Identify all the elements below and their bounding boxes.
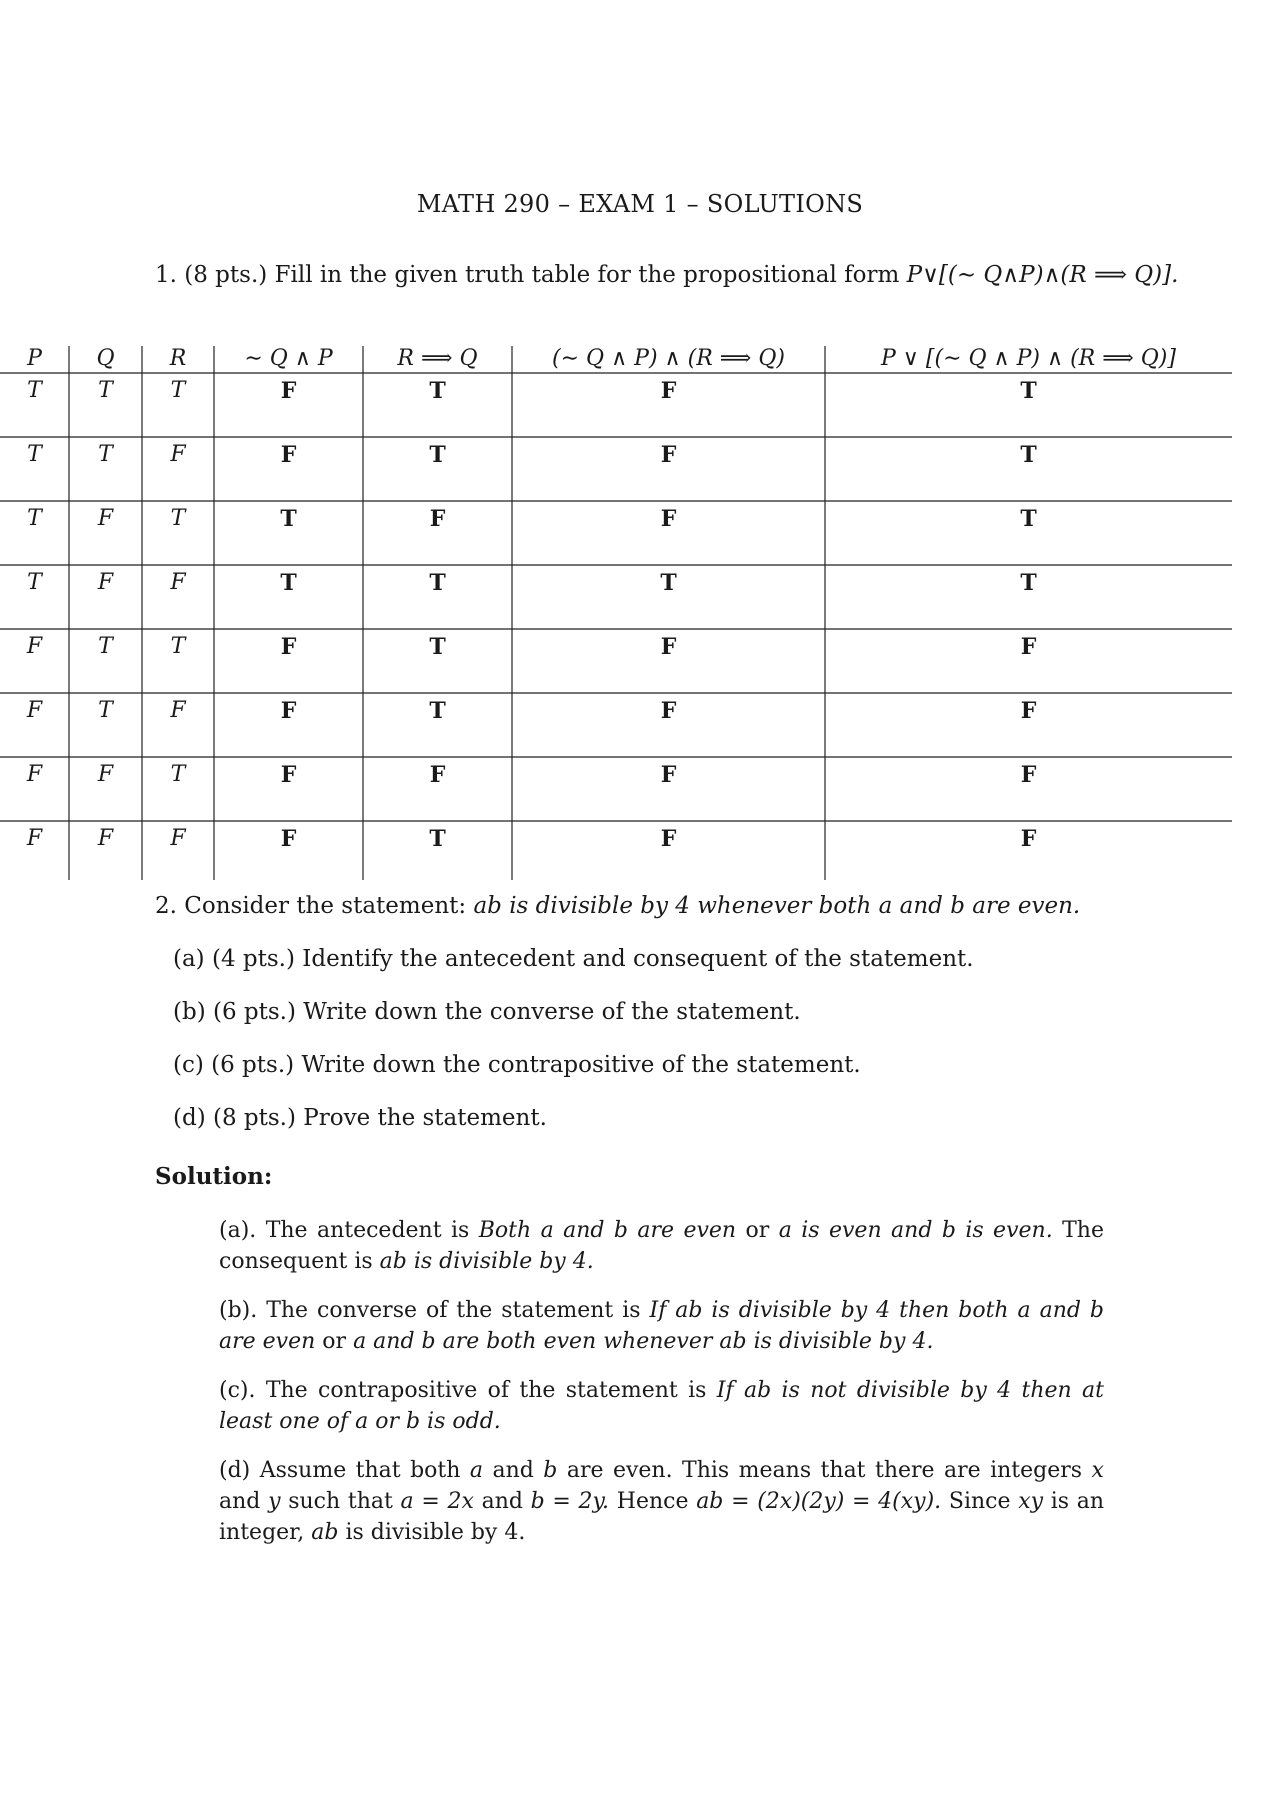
truth-table-grid xyxy=(0,340,1232,880)
cell-r6-c4: F xyxy=(280,698,297,724)
cell-r8-q: F xyxy=(97,826,114,851)
sol-d-v2: b xyxy=(543,1458,558,1483)
cell-r7-c7: F xyxy=(1020,762,1037,788)
cell-r2-c4: F xyxy=(280,442,297,468)
problem-2-prompt xyxy=(155,893,1080,919)
part-d-label: (d) xyxy=(173,1105,206,1131)
header-r-implies-q: R ⟹ Q xyxy=(397,346,478,371)
solution-heading: Solution: xyxy=(155,1163,273,1190)
cell-r4-r: F xyxy=(170,570,186,595)
cell-r6-c6: F xyxy=(660,698,677,724)
sol-d-v6: ab xyxy=(311,1520,339,1545)
part-b-points: (6 pts.) xyxy=(212,999,296,1025)
sol-c-p1: (c). The contrapositive of the statement is xyxy=(219,1378,707,1403)
cell-r2-q: T xyxy=(98,442,113,467)
sol-d-p1: (d) Assume that both xyxy=(219,1458,461,1483)
header-not-q-and-p: ∼ Q ∧ P xyxy=(244,346,333,371)
problem-1-points: (8 pts.) xyxy=(184,262,268,288)
sol-d-p2: and xyxy=(492,1458,534,1483)
sol-d-p7: Hence xyxy=(616,1489,689,1514)
page-title: MATH 290 – EXAM 1 – SOLUTIONS xyxy=(416,190,864,218)
cell-r4-c6: T xyxy=(660,570,677,596)
cell-r2-c7: T xyxy=(1020,442,1037,468)
sol-d-p6: and xyxy=(481,1489,523,1514)
sol-d-e3: ab = (2x)(2y) = 4(xy). xyxy=(696,1489,942,1514)
truth-table xyxy=(0,340,1232,880)
sol-a-i3: ab is divisible by 4. xyxy=(379,1249,594,1274)
header-conjunction: (∼ Q ∧ P) ∧ (R ⟹ Q) xyxy=(552,346,785,371)
cell-r6-p: F xyxy=(26,698,43,723)
cell-r7-c6: F xyxy=(660,762,677,788)
cell-r1-c6: F xyxy=(660,378,677,404)
sol-a-p2: or xyxy=(745,1218,770,1243)
sol-d-e2: b = 2y. xyxy=(530,1489,610,1514)
cell-r3-c6: F xyxy=(660,506,677,532)
problem-2-part-b xyxy=(173,999,801,1025)
cell-r7-p: F xyxy=(26,762,43,787)
cell-r5-p: F xyxy=(26,634,43,659)
sol-d-v3: x xyxy=(1091,1458,1104,1483)
cell-r6-q: T xyxy=(98,698,113,723)
cell-r2-c5: T xyxy=(429,442,446,468)
sol-c-i1: If ab is not divisible by 4 then at least one of a or b is odd. xyxy=(219,1378,1104,1434)
cell-r4-p: T xyxy=(27,570,42,595)
problem-2-part-d xyxy=(173,1105,547,1131)
part-a-points: (4 pts.) xyxy=(211,946,295,972)
cell-r1-r: T xyxy=(170,378,186,403)
header-p: P xyxy=(27,346,42,371)
problem-1-text: Fill in the given truth table for the propositional form xyxy=(274,262,900,288)
sol-a-p3: The consequent is xyxy=(219,1218,1104,1274)
cell-r8-c4: F xyxy=(280,826,297,852)
cell-r2-p: T xyxy=(27,442,42,467)
problem-2-statement: ab is divisible by 4 whenever both a and b are even. xyxy=(473,893,1081,919)
sol-d-e1: a = 2x xyxy=(400,1489,474,1514)
part-c-label: (c) xyxy=(173,1052,204,1078)
cell-r3-q: F xyxy=(97,506,114,531)
problem-2-part-a xyxy=(173,946,974,972)
cell-r5-c5: T xyxy=(429,634,446,660)
part-a-text: Identify the antecedent and consequent of the statement. xyxy=(302,946,974,972)
cell-r7-c5: F xyxy=(429,762,446,788)
cell-r6-c7: F xyxy=(1020,698,1037,724)
cell-r6-r: F xyxy=(170,698,186,723)
sol-d-v4: y xyxy=(268,1489,281,1514)
sol-b-i1: If ab is divisible by 4 then both a and b are even xyxy=(219,1298,1104,1354)
cell-r7-r: T xyxy=(170,762,186,787)
sol-a-i1: Both a and b are even xyxy=(478,1218,737,1243)
sol-b-p1: (b). The converse of the statement is xyxy=(219,1298,641,1323)
problem-1-formula: P∨[(∼ Q∧P)∧(R ⟹ Q)]. xyxy=(906,262,1179,288)
sol-b-i2: a and b are both even whenever ab is divisible by 4. xyxy=(353,1329,934,1354)
sol-b-p2: or xyxy=(322,1329,347,1354)
cell-r5-c7: F xyxy=(1020,634,1037,660)
problem-1-number: 1. xyxy=(155,262,177,288)
sol-a-p1: (a). The antecedent is xyxy=(219,1218,470,1243)
cell-r3-r: T xyxy=(170,506,186,531)
sol-d-p5: such that xyxy=(288,1489,393,1514)
problem-1-prompt xyxy=(155,262,1235,288)
problem-2-part-c xyxy=(173,1052,861,1078)
header-r: R xyxy=(169,346,187,371)
cell-r4-q: F xyxy=(97,570,114,595)
sol-d-p9: is an integer, xyxy=(219,1489,1105,1545)
cell-r3-p: T xyxy=(27,506,42,531)
header-q: Q xyxy=(96,346,115,371)
part-d-points: (8 pts.) xyxy=(212,1105,296,1131)
cell-r1-q: T xyxy=(98,378,113,403)
cell-r1-c4: F xyxy=(280,378,297,404)
sol-a-i2: a is even and b is even. xyxy=(778,1218,1053,1243)
cell-r8-c6: F xyxy=(660,826,677,852)
part-b-text: Write down the converse of the statement. xyxy=(303,999,801,1025)
header-full-formula: P ∨ [(∼ Q ∧ P) ∧ (R ⟹ Q)] xyxy=(881,346,1176,371)
solution-c xyxy=(219,1375,1104,1437)
part-a-label: (a) xyxy=(173,946,205,972)
cell-r3-c7: T xyxy=(1020,506,1037,532)
part-b-label: (b) xyxy=(173,999,206,1025)
cell-r5-q: T xyxy=(98,634,113,659)
sol-d-p4: and xyxy=(219,1489,261,1514)
cell-r3-c4: T xyxy=(280,506,297,532)
cell-r1-c7: T xyxy=(1020,378,1037,404)
sol-d-p10: is divisible by 4. xyxy=(345,1520,526,1545)
cell-r5-r: T xyxy=(170,634,186,659)
cell-r4-c4: T xyxy=(280,570,297,596)
sol-d-p8: Since xyxy=(948,1489,1011,1514)
cell-r1-p: T xyxy=(27,378,42,403)
cell-r3-c5: F xyxy=(429,506,446,532)
part-c-text: Write down the contrapositive of the statement. xyxy=(301,1052,861,1078)
cell-r8-c5: T xyxy=(429,826,446,852)
cell-r8-c7: F xyxy=(1020,826,1037,852)
cell-r1-c5: T xyxy=(429,378,446,404)
cell-r4-c7: T xyxy=(1020,570,1037,596)
cell-r2-c6: F xyxy=(660,442,677,468)
cell-r5-c6: F xyxy=(660,634,677,660)
cell-r7-c4: F xyxy=(280,762,297,788)
cell-r8-r: F xyxy=(170,826,186,851)
problem-2-intro: 2. Consider the statement: xyxy=(155,893,467,919)
part-d-text: Prove the statement. xyxy=(303,1105,547,1131)
cell-r8-p: F xyxy=(26,826,43,851)
sol-d-p3: are even. This means that there are integers xyxy=(566,1458,1083,1483)
cell-r4-c5: T xyxy=(429,570,446,596)
cell-r6-c5: T xyxy=(429,698,446,724)
solution-b xyxy=(219,1295,1104,1357)
sol-d-v1: a xyxy=(469,1458,484,1483)
cell-r7-q: F xyxy=(97,762,114,787)
cell-r5-c4: F xyxy=(280,634,297,660)
sol-d-v5: xy xyxy=(1018,1489,1044,1514)
part-c-points: (6 pts.) xyxy=(211,1052,295,1078)
cell-r2-r: F xyxy=(170,442,186,467)
solution-a xyxy=(219,1215,1104,1277)
solution-d xyxy=(219,1455,1104,1548)
